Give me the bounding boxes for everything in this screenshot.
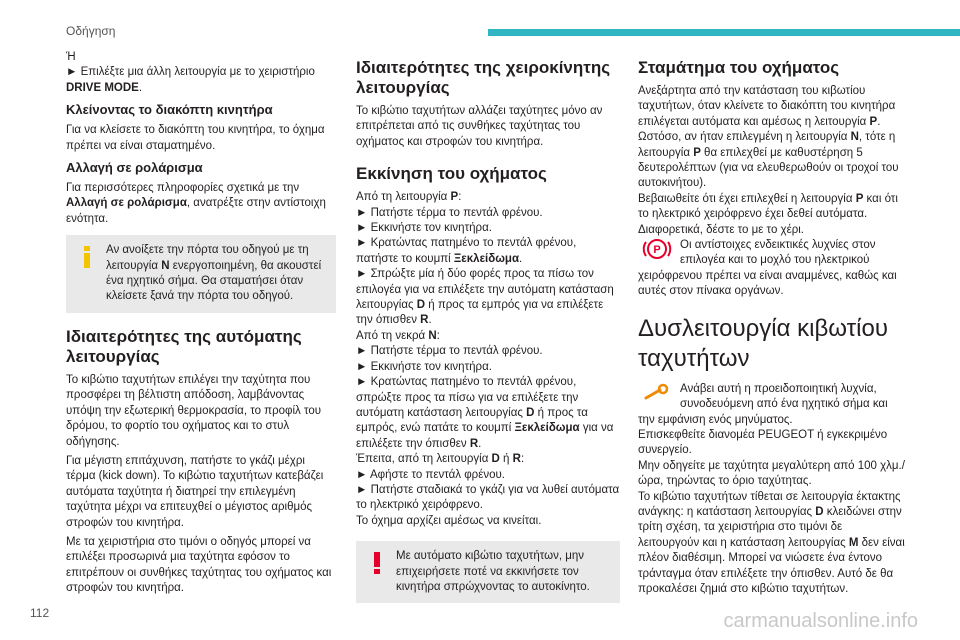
malfunction-text: Επισκεφθείτε διανομέα PEUGEOT ή εγκεκριμένο συνεργείο. bbox=[638, 428, 888, 457]
text: Ανεξάρτητα από την κατάσταση του κιβωτίου ταχυτήτων, όταν κλείνετε το διακόπτη του κινητήρα επιλέγεται αυτόματα και αμέσως η λειτουργία bbox=[638, 85, 896, 128]
column-3 bbox=[638, 50, 906, 597]
wrench-icon bbox=[642, 382, 672, 404]
column-1 bbox=[66, 50, 336, 601]
from-n bbox=[356, 329, 620, 344]
text: για να επιλέξετε την όπισθεν bbox=[356, 422, 614, 450]
bullet-item: ► Πατήστε τέρμα το πεντάλ φρένου. bbox=[356, 344, 620, 359]
text: ή προς τα εμπρός, ενώ πατάτε το κουμπί bbox=[356, 406, 588, 435]
parking-brake-icon bbox=[642, 238, 672, 260]
page-number: 112 bbox=[30, 606, 50, 620]
bullet-item: ► Εκκινήστε τον κινητήρα. bbox=[356, 360, 620, 375]
text: . bbox=[519, 252, 523, 265]
bold-text: D bbox=[815, 505, 824, 518]
auto-title: Ιδιαιτερότητες της αυτόματης λειτουργίας bbox=[66, 326, 302, 366]
text: . bbox=[877, 115, 881, 128]
bullet-item bbox=[356, 236, 620, 267]
text: Βεβαιωθείτε ότι έχει επιλεχθεί η λειτουργία bbox=[638, 192, 856, 205]
info-box bbox=[66, 235, 336, 313]
roll-text bbox=[66, 181, 336, 227]
punct: . bbox=[138, 81, 143, 94]
roll-title: Αλλαγή σε ρολάρισμα bbox=[66, 160, 203, 176]
bold-text: R bbox=[420, 314, 429, 327]
bold-text: Ξεκλείδωμα bbox=[514, 422, 580, 435]
text: Το κιβώτιο ταχυτήτων τίθεται σε λειτουργία έκτακτης ανάγκης: η κατάσταση λειτουργίας bbox=[638, 490, 901, 518]
bold-text: P bbox=[450, 191, 459, 204]
bold-text: P bbox=[869, 115, 878, 128]
bullet-item: ► Αφήστε το πεντάλ φρένου. bbox=[356, 468, 620, 483]
then-text bbox=[356, 452, 620, 467]
text: . bbox=[478, 437, 482, 450]
text: Σπρώξτε μία ή δύο φορές προς τα πίσω τον επιλογέα για να επιλέξετε την αυτόματη κατάσταση λειτουργίας bbox=[356, 268, 614, 312]
warning-text: Με αυτόματο κιβώτιο ταχυτήτων, μην επιχειρήσετε ποτέ να εκκινήσετε τον κινητήρα σπρώχνοντας το αυτοκίνητο. bbox=[396, 550, 590, 593]
text: δεν είναι πλέον διαθέσιμη. Μπορεί να νιώσετε ένα έντονο τράνταγμα όταν επιλέξετε την όπισθεν. Αυτό δε θα προκαλέσει ζημιά στο κιβώτιο ταχυτήτων. bbox=[638, 536, 905, 595]
text: Κρατώντας πατημένο το πεντάλ φρένου, πατήστε το κουμπί bbox=[356, 237, 577, 265]
bold-text: R bbox=[469, 437, 479, 450]
svg-text:P: P bbox=[653, 244, 661, 257]
text: , ανατρέξτε στην αντίστοιχη ενότητα. bbox=[66, 197, 326, 225]
bold-text: N bbox=[850, 131, 859, 144]
lamps-text: Οι αντίστοιχες ενδεικτικές λυχνίες στον επιλογέα και το μοχλό του ηλεκτρικού χειρόφρενου πρέπει να είναι αναμμένες, καθώς και αυτές στον πίνακα οργάνων. bbox=[638, 239, 897, 298]
info-text bbox=[74, 243, 328, 305]
bold-text: N bbox=[428, 329, 437, 342]
page-header-title: Οδήγηση bbox=[66, 24, 116, 38]
text: : bbox=[436, 329, 440, 342]
text: Κρατώντας πατημένο το πεντάλ φρένου, σπρώξτε προς τα πίσω για να επιλέξετε την αυτόματη κατάσταση λειτουργίας bbox=[356, 376, 579, 419]
text: Ωστόσο, αν ήταν επιλεγμένη η λειτουργία bbox=[638, 131, 851, 144]
bold-text: N bbox=[161, 259, 170, 272]
info-icon bbox=[78, 245, 96, 269]
stop-title: Σταμάτημα του οχήματος bbox=[638, 58, 840, 77]
ignition-off-title: Κλείνοντας το διακόπτη κινητήρα bbox=[66, 102, 273, 118]
bold-text: P bbox=[855, 192, 864, 205]
text: Από τη νεκρά bbox=[356, 329, 429, 342]
malfunction-text: Ανάβει αυτή η προειδοποιητική λυχνία, συνοδευόμενη από ένα ηχητικό σήμα και την εμφάνιση ενός μηνύματος. bbox=[638, 382, 888, 426]
malfunction-row bbox=[638, 382, 906, 428]
auto-paragraph: Για μέγιστη επιτάχυνση, πατήστε το γκάζι μέχρι τέρμα (kick down). Το κιβώτιο ταχυτήτων κατεβάζει αυτόματα ταχύτητα ή διατηρεί την επιλεγμένη ταχύτητα μέχρι να επιτευχθεί ο μέγιστος αριθμός στροφών του κινητήρα. bbox=[66, 454, 324, 529]
or-text: Ή bbox=[66, 51, 76, 63]
bold-text: Αλλαγή σε ρολάρισμα bbox=[66, 197, 187, 210]
auto-paragraph: Με τα χειριστήρια στο τιμόνι ο οδηγός μπορεί να επιλέξει προσωρινά μια ταχύτητα εφόσον το επιτρέπουν οι συνθήκες ταχύτητας του οχήματος και στροφών του κινητήρα. bbox=[66, 535, 332, 595]
start-title: Εκκίνηση του οχήματος bbox=[356, 164, 547, 184]
bold-text: P bbox=[693, 146, 701, 159]
malfunction-text bbox=[638, 490, 906, 598]
text: κλειδώνει στην τρίτη σχέση, τα χειριστήρια στο τιμόνι δε λειτουργούν και η κατάσταση λειτουργίας bbox=[638, 505, 902, 549]
bullet-item: ► Εκκινήστε τον κινητήρα. bbox=[356, 221, 620, 236]
exclamation-icon bbox=[368, 551, 386, 575]
stop-paragraph bbox=[638, 130, 906, 192]
text: , τότε η λειτουργία bbox=[638, 131, 896, 159]
bold-text: D bbox=[491, 453, 500, 466]
stop-paragraph bbox=[638, 84, 906, 130]
header-accent-bar bbox=[488, 29, 960, 36]
manual-text: Το κιβώτιο ταχυτήτων αλλάζει ταχύτητες μόνο αν επιτρέπεται από τις συνθήκες ταχύτητας του οχήματος και στροφών του κινητήρα. bbox=[356, 105, 603, 148]
text: Από τη λειτουργία bbox=[356, 191, 451, 204]
text: ενεργοποιημένη, θα ακουστεί ένα ηχητικό σήμα. Θα σταματήσει όταν κλείσετε ξανά την πόρτα του οδηγού. bbox=[106, 259, 322, 303]
text: Έπειτα, από τη λειτουργία bbox=[356, 453, 492, 466]
bold-text: M bbox=[848, 536, 859, 549]
text: και ότι το ηλεκτρικό χειρόφρενο έχει δεθεί αυτόματα. Διαφορετικά, δέστε το με το χέρι. bbox=[638, 192, 898, 236]
bullet-item bbox=[356, 375, 620, 452]
moves-text: Το όχημα αρχίζει αμέσως να κινείται. bbox=[356, 514, 542, 527]
bullet-item: ► Πατήστε σταδιακά το γκάζι για να λυθεί αυτόματα το ηλεκτρικό χειρόφρενο. bbox=[356, 483, 620, 514]
bullet-item: ► Πατήστε τέρμα το πεντάλ φρένου. bbox=[356, 206, 620, 221]
from-p bbox=[356, 190, 620, 205]
column-2 bbox=[356, 50, 620, 613]
bullet-text: Επιλέξτε μια άλλη λειτουργία με το χειριστήριο bbox=[80, 66, 315, 79]
lamps-row bbox=[638, 238, 906, 300]
stop-paragraph bbox=[638, 192, 906, 238]
bold-text: D bbox=[526, 406, 535, 419]
bold-text: Ξεκλείδωμα bbox=[453, 252, 520, 265]
text: Αν ανοίξετε την πόρτα του οδηγού με τη λειτουργία bbox=[106, 244, 309, 272]
malfunction-text: Μην οδηγείτε με ταχύτητα μεγαλύτερη από 100 χλμ./ώρα, τηρώντας το όριο ταχύτητας. bbox=[638, 459, 905, 488]
manual-title: Ιδιαιτερότητες της χειροκίνητης λειτουργίας bbox=[356, 58, 611, 97]
text: . bbox=[428, 314, 432, 327]
ignition-off-text: Για να κλείσετε το διακόπτη του κινητήρα, το όχημα πρέπει να είναι σταματημένο. bbox=[66, 124, 325, 152]
text: ή προς τα εμπρός για να επιλέξετε την όπισθεν bbox=[356, 299, 604, 327]
text: : bbox=[458, 191, 462, 204]
drive-mode-label: DRIVE MODE bbox=[66, 81, 139, 94]
bold-text: R bbox=[512, 453, 521, 466]
text: : bbox=[520, 453, 525, 466]
warning-box bbox=[356, 541, 620, 603]
watermark: carmanualsonline.info bbox=[723, 610, 918, 632]
bullet-item bbox=[66, 65, 336, 96]
text: θα επιλεχθεί με καθυστέρηση 5 δευτερολέπτων (για να ελευθερωθούν οι τροχοί του αυτοκινήτου). bbox=[638, 146, 899, 190]
malfunction-title: Δυσλειτουργία κιβωτίου ταχυτήτων bbox=[638, 314, 888, 372]
text: Για περισσότερες πληροφορίες σχετικά με την bbox=[66, 182, 300, 195]
bullet-item bbox=[356, 267, 620, 329]
bold-text: D bbox=[416, 299, 426, 312]
text: ή bbox=[499, 453, 513, 466]
auto-paragraph: Το κιβώτιο ταχυτήτων επιλέγει την ταχύτητα που προσφέρει τη βέλτιστη απόδοση, λαμβάνοντας υπόψη την εξωτερική θερμοκρασία, το προφίλ του δρόμου, το φορτίο του οχήματος και το στυλ οδήγησης. bbox=[66, 373, 322, 448]
